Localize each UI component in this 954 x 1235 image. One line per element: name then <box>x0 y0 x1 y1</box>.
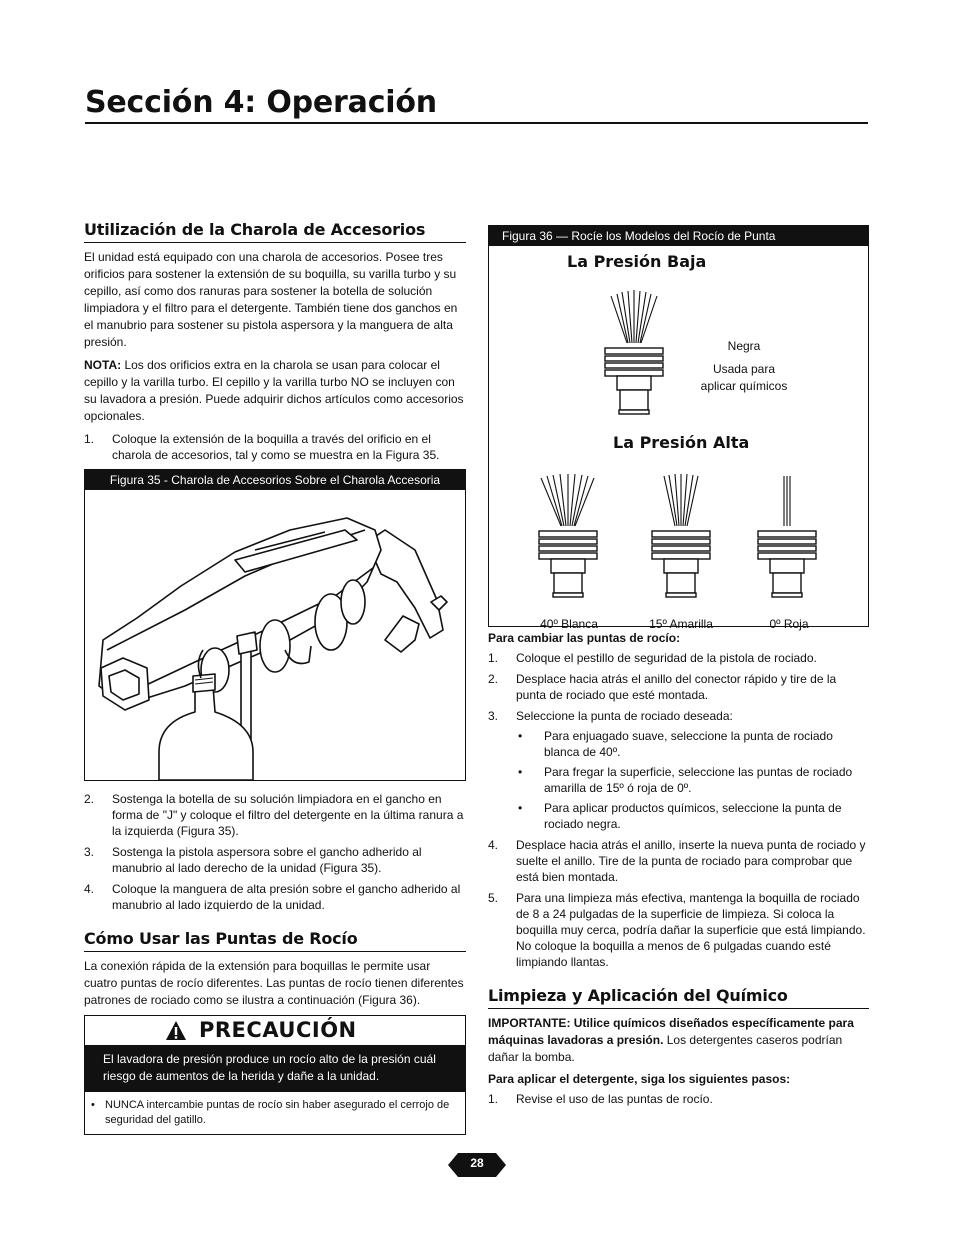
list-item <box>516 728 869 760</box>
tips-heading: Cómo Usar las Puntas de Rocío <box>84 929 466 952</box>
warning-triangle-icon <box>165 1020 187 1042</box>
bullet: • <box>518 729 523 743</box>
chemical-important <box>488 1015 869 1066</box>
tips-text: La conexión rápida de la extensión para boquillas le permite usar cuatro puntas de rocío diferentes. Las puntas de rocío tienen diferentes patrones de rociado como se ilustra a continuación (Figura 36). <box>84 959 464 1007</box>
list-item <box>84 431 466 463</box>
step-text: Sostenga la pistola aspersora sobre el gancho adherido al manubrio al lado derecho de la unidad (Figura 35). <box>112 845 422 875</box>
right-column <box>488 225 869 1112</box>
figure-36-body <box>489 246 868 631</box>
caution-box <box>84 1015 466 1135</box>
tray-intro: El unidad está equipado con una charola de accesorios. Posee tres orificios para sostener la extensión de su boquilla, su varilla turbo y su cepillo, así como dos ranuras para sostener la botella de solución limpiadora y el filtro para el detergente. También tiene dos ganchos en el manubrio para sostener su pistola aspersora y la manguera de alta presión. <box>84 250 458 349</box>
detergent-steps <box>488 1091 869 1107</box>
step-number: 5. <box>488 891 499 905</box>
list-item <box>488 837 869 885</box>
caution-header <box>85 1016 465 1046</box>
bullet: • <box>518 765 523 779</box>
title-divider <box>85 122 868 124</box>
tip-options <box>516 728 869 832</box>
step-text: Seleccione la punta de rociado deseada: <box>516 709 733 723</box>
important-bold-text: IMPORTANTE: Utilice químicos diseñados específicamente para máquinas lavadoras a presión. <box>488 1016 854 1047</box>
high-pressure-heading: La Presión Alta <box>613 433 750 452</box>
left-column <box>84 220 466 1135</box>
step-number: 4. <box>488 838 499 852</box>
step-number: 3. <box>488 709 499 723</box>
black-nozzle-spray <box>611 290 657 343</box>
white-nozzle <box>539 531 597 597</box>
list-item <box>488 650 869 666</box>
figure-35 <box>84 469 466 781</box>
caution-title: PRECAUCIÓN <box>199 1018 357 1042</box>
step-number: 1. <box>488 1092 499 1106</box>
yellow-nozzle <box>652 531 710 597</box>
step-number: 1. <box>84 432 95 446</box>
list-item <box>488 671 869 703</box>
list-item <box>488 890 869 970</box>
step-number: 2. <box>84 792 95 806</box>
tray-heading: Utilización de la Charola de Accesorios <box>84 220 466 243</box>
nozzle-use-label: Usada para <box>712 362 776 376</box>
bullet-text: Para aplicar productos químicos, seleccione la punta de rociado negra. <box>544 801 842 831</box>
tray-steps-before <box>84 431 466 463</box>
nozzle-label-white: 40º Blanca <box>540 617 598 631</box>
list-item <box>84 881 466 913</box>
page-number-badge <box>448 1152 506 1183</box>
note-text: Los dos orificios extra en la charola se usan para colocar el cepillo y la varilla turbo. El cepillo y la varilla turbo NO se incluyen con su lavadora a presión. Puede adquirir dichos artículos como accesorios opcionales. <box>84 358 464 423</box>
step-text: Coloque la manguera de alta presión sobre el gancho adherido al manubrio al lado izquierdo de la unidad. <box>112 882 461 912</box>
red-nozzle-spray <box>784 476 790 526</box>
step-text: Coloque el pestillo de seguridad de la pistola de rociado. <box>516 651 817 665</box>
figure-35-caption: Figura 35 - Charola de Accesorios Sobre el Charola Accesoria <box>85 470 465 490</box>
list-item <box>516 764 869 796</box>
low-pressure-heading: La Presión Baja <box>567 252 707 271</box>
white-nozzle-spray <box>541 474 594 526</box>
step-number: 2. <box>488 672 499 686</box>
step-text: Desplace hacia atrás el anillo, inserte la nueva punta de rociado y suelte el anillo. Tire de la punta de rociado para comprobar que está bien montada. <box>516 838 866 884</box>
step-text: Coloque la extensión de la boquilla a través del orificio en el charola de accesorios, tal y como se muestra en la Figura 35. <box>112 432 440 462</box>
bullet: • <box>91 1099 95 1111</box>
caution-note-text: NUNCA intercambie puntas de rocío sin haber asegurado el cerrojo de seguridad del gatillo. <box>105 1099 450 1126</box>
list-item <box>488 1091 869 1107</box>
tray-steps-after <box>84 791 466 913</box>
tray-note <box>84 357 466 425</box>
list-item <box>488 708 869 832</box>
list-item <box>84 791 466 839</box>
step-number: 1. <box>488 651 499 665</box>
page-number: 28 <box>470 1156 484 1170</box>
page-title: Sección 4: Operación <box>85 85 437 120</box>
bullet: • <box>518 801 523 815</box>
chemical-heading: Limpieza y Aplicación del Químico <box>488 986 869 1009</box>
change-tips-steps <box>488 650 869 970</box>
important-text: Los detergentes caseros podrían dañar la bomba. <box>488 1033 843 1064</box>
red-nozzle <box>758 531 816 597</box>
step-number: 4. <box>84 882 95 896</box>
note-label: NOTA: <box>84 358 122 372</box>
figure-36 <box>488 225 869 631</box>
yellow-nozzle-spray <box>664 474 698 526</box>
bullet-text: Para enjuagado suave, seleccione la punta de rociado blanca de 40º. <box>544 729 833 759</box>
list-item <box>516 800 869 832</box>
black-nozzle <box>605 348 663 414</box>
figure-36-caption: Figura 36 — Rocíe los Modelos del Rocío de Punta <box>489 226 868 246</box>
list-item <box>84 844 466 876</box>
step-text: Revise el uso de las puntas de rocío. <box>516 1092 713 1106</box>
step-text: Desplace hacia atrás el anillo del conector rápido y tire de la punta de rociado que esté montada. <box>516 672 837 702</box>
step-text: Para una limpieza más efectiva, mantenga la boquilla de rociado de 8 a 24 pulgadas de la superficie de limpieza. Si coloca la boquilla muy cerca, podría dañar la superficie que está limpiando. No coloque la boquilla a menos de 6 pulgadas cuando esté limpiando llantas. <box>516 891 866 969</box>
accessory-tray-illustration <box>85 490 465 780</box>
spray-tips-illustration <box>489 246 870 626</box>
bullet-text: Para fregar la superficie, seleccione las puntas de rociado amarilla de 15º ó roja de 0º. <box>544 765 853 795</box>
detergent-steps-heading: Para aplicar el detergente, siga los siguientes pasos: <box>488 1072 791 1086</box>
caution-message: El lavadora de presión produce un rocío alto de la presión cuál riesgo de aumentos de la herida y dañe a la unidad. <box>85 1046 465 1092</box>
step-number: 3. <box>84 845 95 859</box>
nozzle-label-yellow: 15º Amarilla <box>649 617 713 631</box>
step-text: Sostenga la botella de su solución limpiadora en el gancho en forma de "J" y coloque el filtro del detergente en la última ranura a la izquierda (Figura 35). <box>112 792 464 838</box>
nozzle-label-red: 0º Roja <box>769 617 809 631</box>
change-tips-heading: Para cambiar las puntas de rocío: <box>488 631 681 645</box>
nozzle-color-label: Negra <box>727 339 761 353</box>
caution-note <box>85 1092 465 1134</box>
nozzle-use-label: aplicar químicos <box>700 379 788 393</box>
